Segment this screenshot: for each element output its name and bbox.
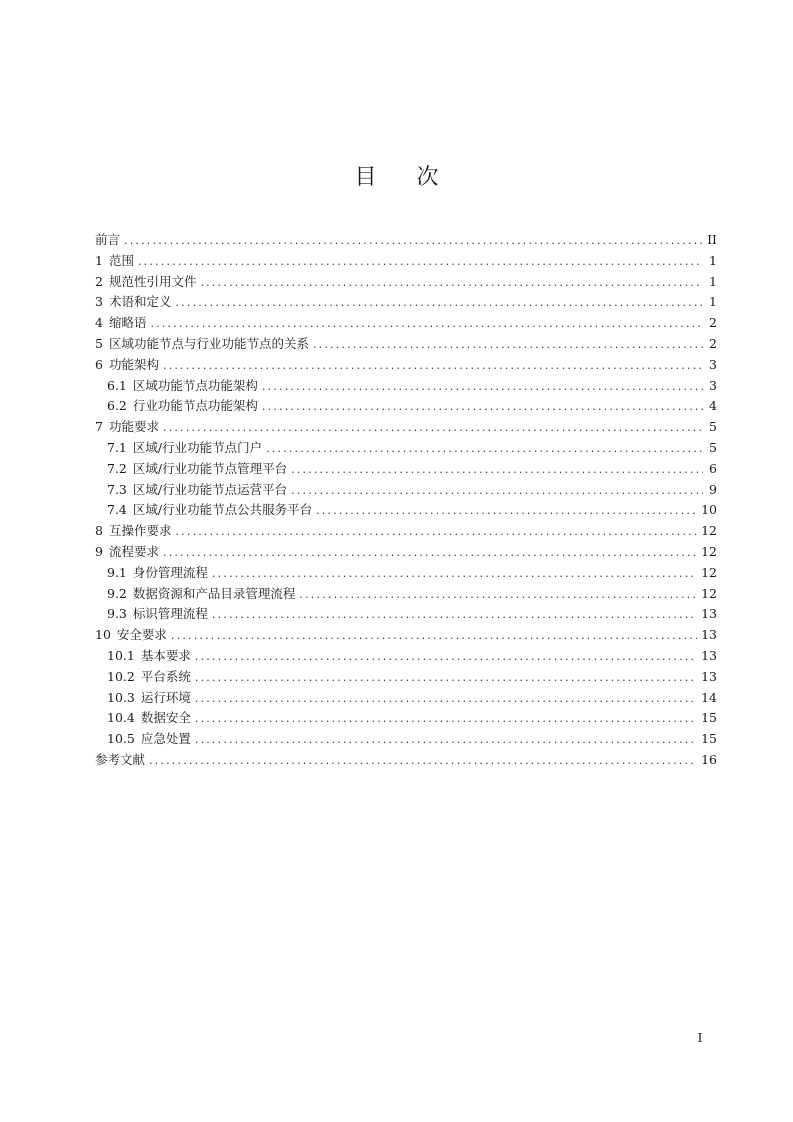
toc-entry-page: 16 — [701, 751, 717, 767]
toc-entry-page: 13 — [701, 606, 717, 622]
toc-entry[interactable] — [95, 396, 717, 417]
toc-entry-number: 6 — [95, 356, 103, 372]
toc-entry-page: 9 — [709, 481, 717, 497]
toc-entry-label: 互操作要求 — [108, 523, 172, 539]
toc-dot-leader — [175, 522, 697, 543]
toc-entry-label: 范围 — [108, 252, 134, 268]
toc-entry-number: 1 — [95, 252, 103, 268]
toc-entry[interactable] — [95, 272, 717, 293]
toc-entry-page: 12 — [701, 585, 717, 601]
toc-entry-number: 2 — [95, 273, 103, 289]
toc-entry[interactable] — [95, 251, 717, 272]
toc-entry[interactable] — [95, 355, 717, 376]
toc-dot-leader — [212, 605, 697, 626]
toc-entry-number: 9 — [95, 543, 103, 559]
toc-entry-label: 身份管理流程 — [132, 564, 208, 580]
title-char-1: 目 — [354, 165, 377, 190]
toc-entry-page: 12 — [701, 523, 717, 539]
toc-dot-leader — [149, 751, 697, 772]
toc-entry[interactable] — [95, 708, 717, 729]
toc-dot-leader — [124, 231, 703, 252]
toc-entry-page: 15 — [701, 710, 717, 726]
toc-entry-page: 13 — [701, 627, 717, 643]
toc-entry[interactable] — [95, 729, 717, 750]
toc-entry-label: 数据安全 — [140, 710, 191, 726]
toc-dot-leader — [163, 418, 703, 439]
page-title — [0, 160, 793, 191]
toc-dot-leader — [316, 501, 697, 522]
toc-entry-page: II — [707, 232, 717, 247]
toc-entry[interactable] — [95, 521, 717, 542]
toc-entry-number: 7.3 — [107, 481, 127, 497]
toc-entry[interactable] — [95, 500, 717, 521]
toc-entry[interactable] — [95, 667, 717, 688]
toc-entry-number: 9.2 — [107, 585, 127, 601]
toc-entry-label: 规范性引用文件 — [108, 273, 197, 289]
toc-entry[interactable] — [95, 542, 717, 563]
toc-entry-page: 10 — [701, 502, 717, 518]
toc-dot-leader — [212, 564, 697, 585]
toc-entry-page: 5 — [709, 419, 717, 435]
toc-entry-label: 数据资源和产品目录管理流程 — [132, 585, 296, 601]
toc-dot-leader — [291, 460, 703, 481]
toc-entry-label: 行业功能节点功能架构 — [132, 398, 258, 414]
toc-entry[interactable] — [95, 688, 717, 709]
toc-entry-label: 术语和定义 — [108, 294, 172, 310]
toc-entry-page: 2 — [709, 335, 717, 351]
toc-entry-page: 3 — [709, 377, 717, 393]
toc-dot-leader — [262, 377, 703, 398]
toc-entry-label: 区域/行业功能节点运营平台 — [132, 481, 288, 497]
toc-entry-number: 9.1 — [107, 564, 127, 580]
toc-dot-leader — [171, 626, 697, 647]
toc-entry-page: 12 — [701, 543, 717, 559]
toc-dot-leader — [291, 481, 703, 502]
toc-entry-number: 10.1 — [107, 647, 135, 663]
toc-dot-leader — [163, 543, 697, 564]
toc-entry[interactable] — [95, 438, 717, 459]
toc-entry-page: 1 — [709, 294, 717, 310]
toc-entry-label: 功能要求 — [108, 419, 159, 435]
toc-dot-leader — [163, 356, 703, 377]
toc-entry-number: 7.1 — [107, 439, 127, 455]
toc-entry[interactable] — [95, 334, 717, 355]
toc-dot-leader — [150, 314, 703, 335]
footer-page-number: I — [697, 1030, 703, 1045]
toc-entry-label: 标识管理流程 — [132, 606, 208, 622]
toc-entry[interactable] — [95, 750, 717, 771]
toc-entry-page: 1 — [709, 273, 717, 289]
toc-entry-label: 运行环境 — [140, 689, 191, 705]
toc-entry-label: 区域功能节点与行业功能节点的关系 — [108, 335, 309, 351]
toc-dot-leader — [195, 668, 697, 689]
toc-entry-number: 10.5 — [107, 731, 135, 747]
toc-dot-leader — [266, 439, 703, 460]
toc-entry-label: 前言 — [95, 232, 121, 247]
toc-entry-label: 安全要求 — [116, 627, 167, 643]
toc-entry[interactable] — [95, 376, 717, 397]
toc-entry[interactable] — [95, 584, 717, 605]
toc-entry-label: 基本要求 — [140, 647, 191, 663]
toc-dot-leader — [175, 293, 703, 314]
toc-entry[interactable] — [95, 625, 717, 646]
toc-entry[interactable] — [95, 604, 717, 625]
toc-entry-page: 3 — [709, 356, 717, 372]
toc-entry-number: 8 — [95, 523, 103, 539]
toc-dot-leader — [313, 335, 703, 356]
toc-entry-label: 缩略语 — [108, 315, 147, 331]
title-char-2: 次 — [416, 165, 439, 190]
toc-entry-page: 13 — [701, 668, 717, 684]
toc-entry-label: 区域/行业功能节点管理平台 — [132, 460, 288, 476]
toc-entry-number: 4 — [95, 315, 103, 331]
toc-entry-label: 区域/行业功能节点公共服务平台 — [132, 502, 313, 518]
toc-entry-number: 3 — [95, 294, 103, 310]
toc-entry[interactable] — [95, 646, 717, 667]
toc-entry-page: 5 — [709, 439, 717, 455]
toc-entry-number: 10 — [95, 627, 111, 643]
toc-dot-leader — [195, 689, 697, 710]
toc-entry-label: 区域功能节点功能架构 — [132, 377, 258, 393]
toc-entry-label: 流程要求 — [108, 543, 159, 559]
toc-entry-number: 10.3 — [107, 689, 135, 705]
toc-entry[interactable] — [95, 313, 717, 334]
toc-entry-number: 9.3 — [107, 606, 127, 622]
toc-entry-page: 6 — [709, 460, 717, 476]
toc-entry-number: 7.2 — [107, 460, 127, 476]
toc-dot-leader — [138, 252, 703, 273]
toc-entry[interactable] — [95, 459, 717, 480]
toc-entry-page: 4 — [709, 398, 717, 414]
toc-entry-number: 5 — [95, 335, 103, 351]
toc-dot-leader — [195, 730, 697, 751]
toc-entry-number: 7.4 — [107, 502, 127, 518]
toc-dot-leader — [262, 397, 703, 418]
toc-entry[interactable] — [95, 417, 717, 438]
toc-entry-page: 13 — [701, 647, 717, 663]
toc-entry[interactable] — [95, 230, 717, 251]
toc-entry-number: 6.2 — [107, 398, 127, 414]
toc-entry-number: 7 — [95, 419, 103, 435]
toc-entry-number: 10.2 — [107, 668, 135, 684]
toc-dot-leader — [299, 585, 697, 606]
toc-entry-label: 区域/行业功能节点门户 — [132, 439, 263, 455]
toc-entry-number: 10.4 — [107, 710, 135, 726]
toc-entry-label: 应急处置 — [140, 731, 191, 747]
toc-entry-page: 14 — [701, 689, 717, 705]
toc-entry-number: 6.1 — [107, 377, 127, 393]
toc-dot-leader — [195, 647, 697, 668]
toc-entry-page: 1 — [709, 252, 717, 268]
toc-entry-page: 12 — [701, 564, 717, 580]
toc-dot-leader — [195, 709, 697, 730]
toc-entry-label: 平台系统 — [140, 668, 191, 684]
table-of-contents — [95, 230, 717, 771]
toc-entry[interactable] — [95, 292, 717, 313]
toc-entry[interactable] — [95, 480, 717, 501]
toc-entry-label: 功能架构 — [108, 356, 159, 372]
toc-dot-leader — [200, 273, 703, 294]
toc-entry-label: 参考文献 — [95, 751, 146, 767]
toc-entry-page: 15 — [701, 731, 717, 747]
toc-entry-page: 2 — [709, 315, 717, 331]
toc-entry[interactable] — [95, 563, 717, 584]
